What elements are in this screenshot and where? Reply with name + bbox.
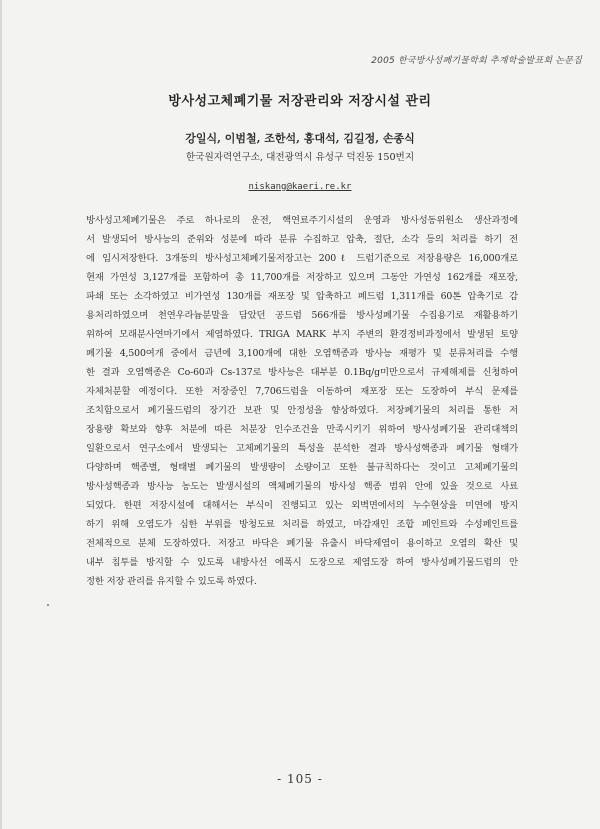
body-line: 조치함으로서 폐기물드럼의 장기간 보관 및 안정성을 향상하였다. 저장폐기물의 처리를 통한 저 [86, 405, 518, 416]
body-line: 폐기물 4,500여개 중에서 금년에 3,100개에 대한 오염핵종과 방사능 재평가 및 분류처리를 수행 [86, 348, 518, 359]
abstract-body [86, 211, 518, 591]
scan-speck [47, 604, 49, 606]
body-line: 방사성고체폐기물은 주로 하나로의 운전, 핵연료주기시설의 운영과 방사성동위원소 생산과정에 [86, 215, 518, 226]
body-line: 되었다. 한편 저장시설에 대해서는 부식이 진행되고 있는 외벽면에서의 누수현상을 미연에 방지 [86, 500, 518, 511]
body-line: 정한 저장 관리를 유지할 수 있도록 하였다. [86, 576, 257, 587]
body-line: 장용량 확보와 향후 처분에 따른 처분장 인수조건을 만족시키기 위하여 방사성폐기물 관리대책의 [86, 424, 518, 435]
body-line: 용처리하였으며 천연우라늄분말을 담았던 공드럼 566개를 방사성폐기물 수집용기로 재활용하기 [86, 310, 518, 321]
affiliation: 한국원자력연구소, 대전광역시 유성구 덕진동 150번지 [185, 152, 415, 163]
body-line: 파쇄 또는 소각하였고 비가연성 130개를 재포장 및 압축하고 페드럼 1,311개를 60톤 압축기로 감 [86, 291, 518, 302]
paper-title: 방사성고체폐기물 저장관리와 저장시설 관리 [168, 94, 432, 109]
email-line [0, 182, 600, 192]
body-line: 자체처분할 예정이다. 또한 저장중인 7,706드럼을 이동하여 재포장 또는 도장하여 부식 문제를 [86, 386, 518, 397]
author-list: 강일식, 이범철, 조한석, 홍대석, 김길정, 손종식 [185, 132, 415, 145]
page-number: - 105 - [277, 772, 323, 786]
body-line: 에 임시저장한다. 3개동의 방사성고체폐기물저장고는 200ℓ 드럼기준으로 저장용량은 16,000개로 [86, 253, 518, 264]
body-line: 하기 위해 오염도가 심한 부위를 방청도료 처리를 하였고, 마감재인 조합 페인트와 수성페인트를 [86, 519, 518, 530]
author-email: niskang@kaeri.re.kr [248, 182, 352, 192]
body-line: 일환으로서 연구소에서 발생되는 고체폐기물의 특성을 분석한 결과 방사성핵종과 폐기물 형태가 [86, 443, 518, 454]
body-line: 한 결과 오염핵종은 Co-60과 Cs-137로 방사능은 대부분 0.1Bq/g미만으로서 규제해제를 신청하여 [86, 367, 518, 378]
body-line: 서 발생되어 방사능의 준위와 성분에 따라 분류 수집하고 압축, 절단, 소각 등의 처리를 하기 전 [86, 234, 518, 245]
conference-header: 2005 한국방사성폐기물학회 추계학술발표회 논문집 [371, 56, 582, 66]
body-line: 내부 침투를 방지할 수 있도록 내방사선 에폭시 도장으로 제염도장 하여 방사성폐기물드럼의 안 [86, 557, 518, 568]
body-line: 현재 가연성 3,127개를 포함하여 총 11,700개를 저장하고 있으며 그동안 가연성 162개를 재포장, [86, 272, 518, 283]
body-line: 위하여 모래분사연마기에서 제염하였다. TRIGA MARK 부지 주변의 환경정비과정에서 발생된 토양 [86, 329, 518, 340]
body-line: 전체적으로 분체 도장하였다. 저장고 바닥은 폐기물 유출시 바닥제염이 용이하고 오염의 확산 및 [86, 538, 518, 549]
body-line: 방사성핵종과 방사능 농도는 발생시설의 액체폐기물의 방사성 핵종 범위 안에 있을 것으로 사료 [86, 481, 518, 492]
body-line: 다양하며 핵종별, 형태별 폐기물의 발생량이 소량이고 또한 불규칙하다는 것이고 고체폐기물의 [86, 462, 518, 473]
